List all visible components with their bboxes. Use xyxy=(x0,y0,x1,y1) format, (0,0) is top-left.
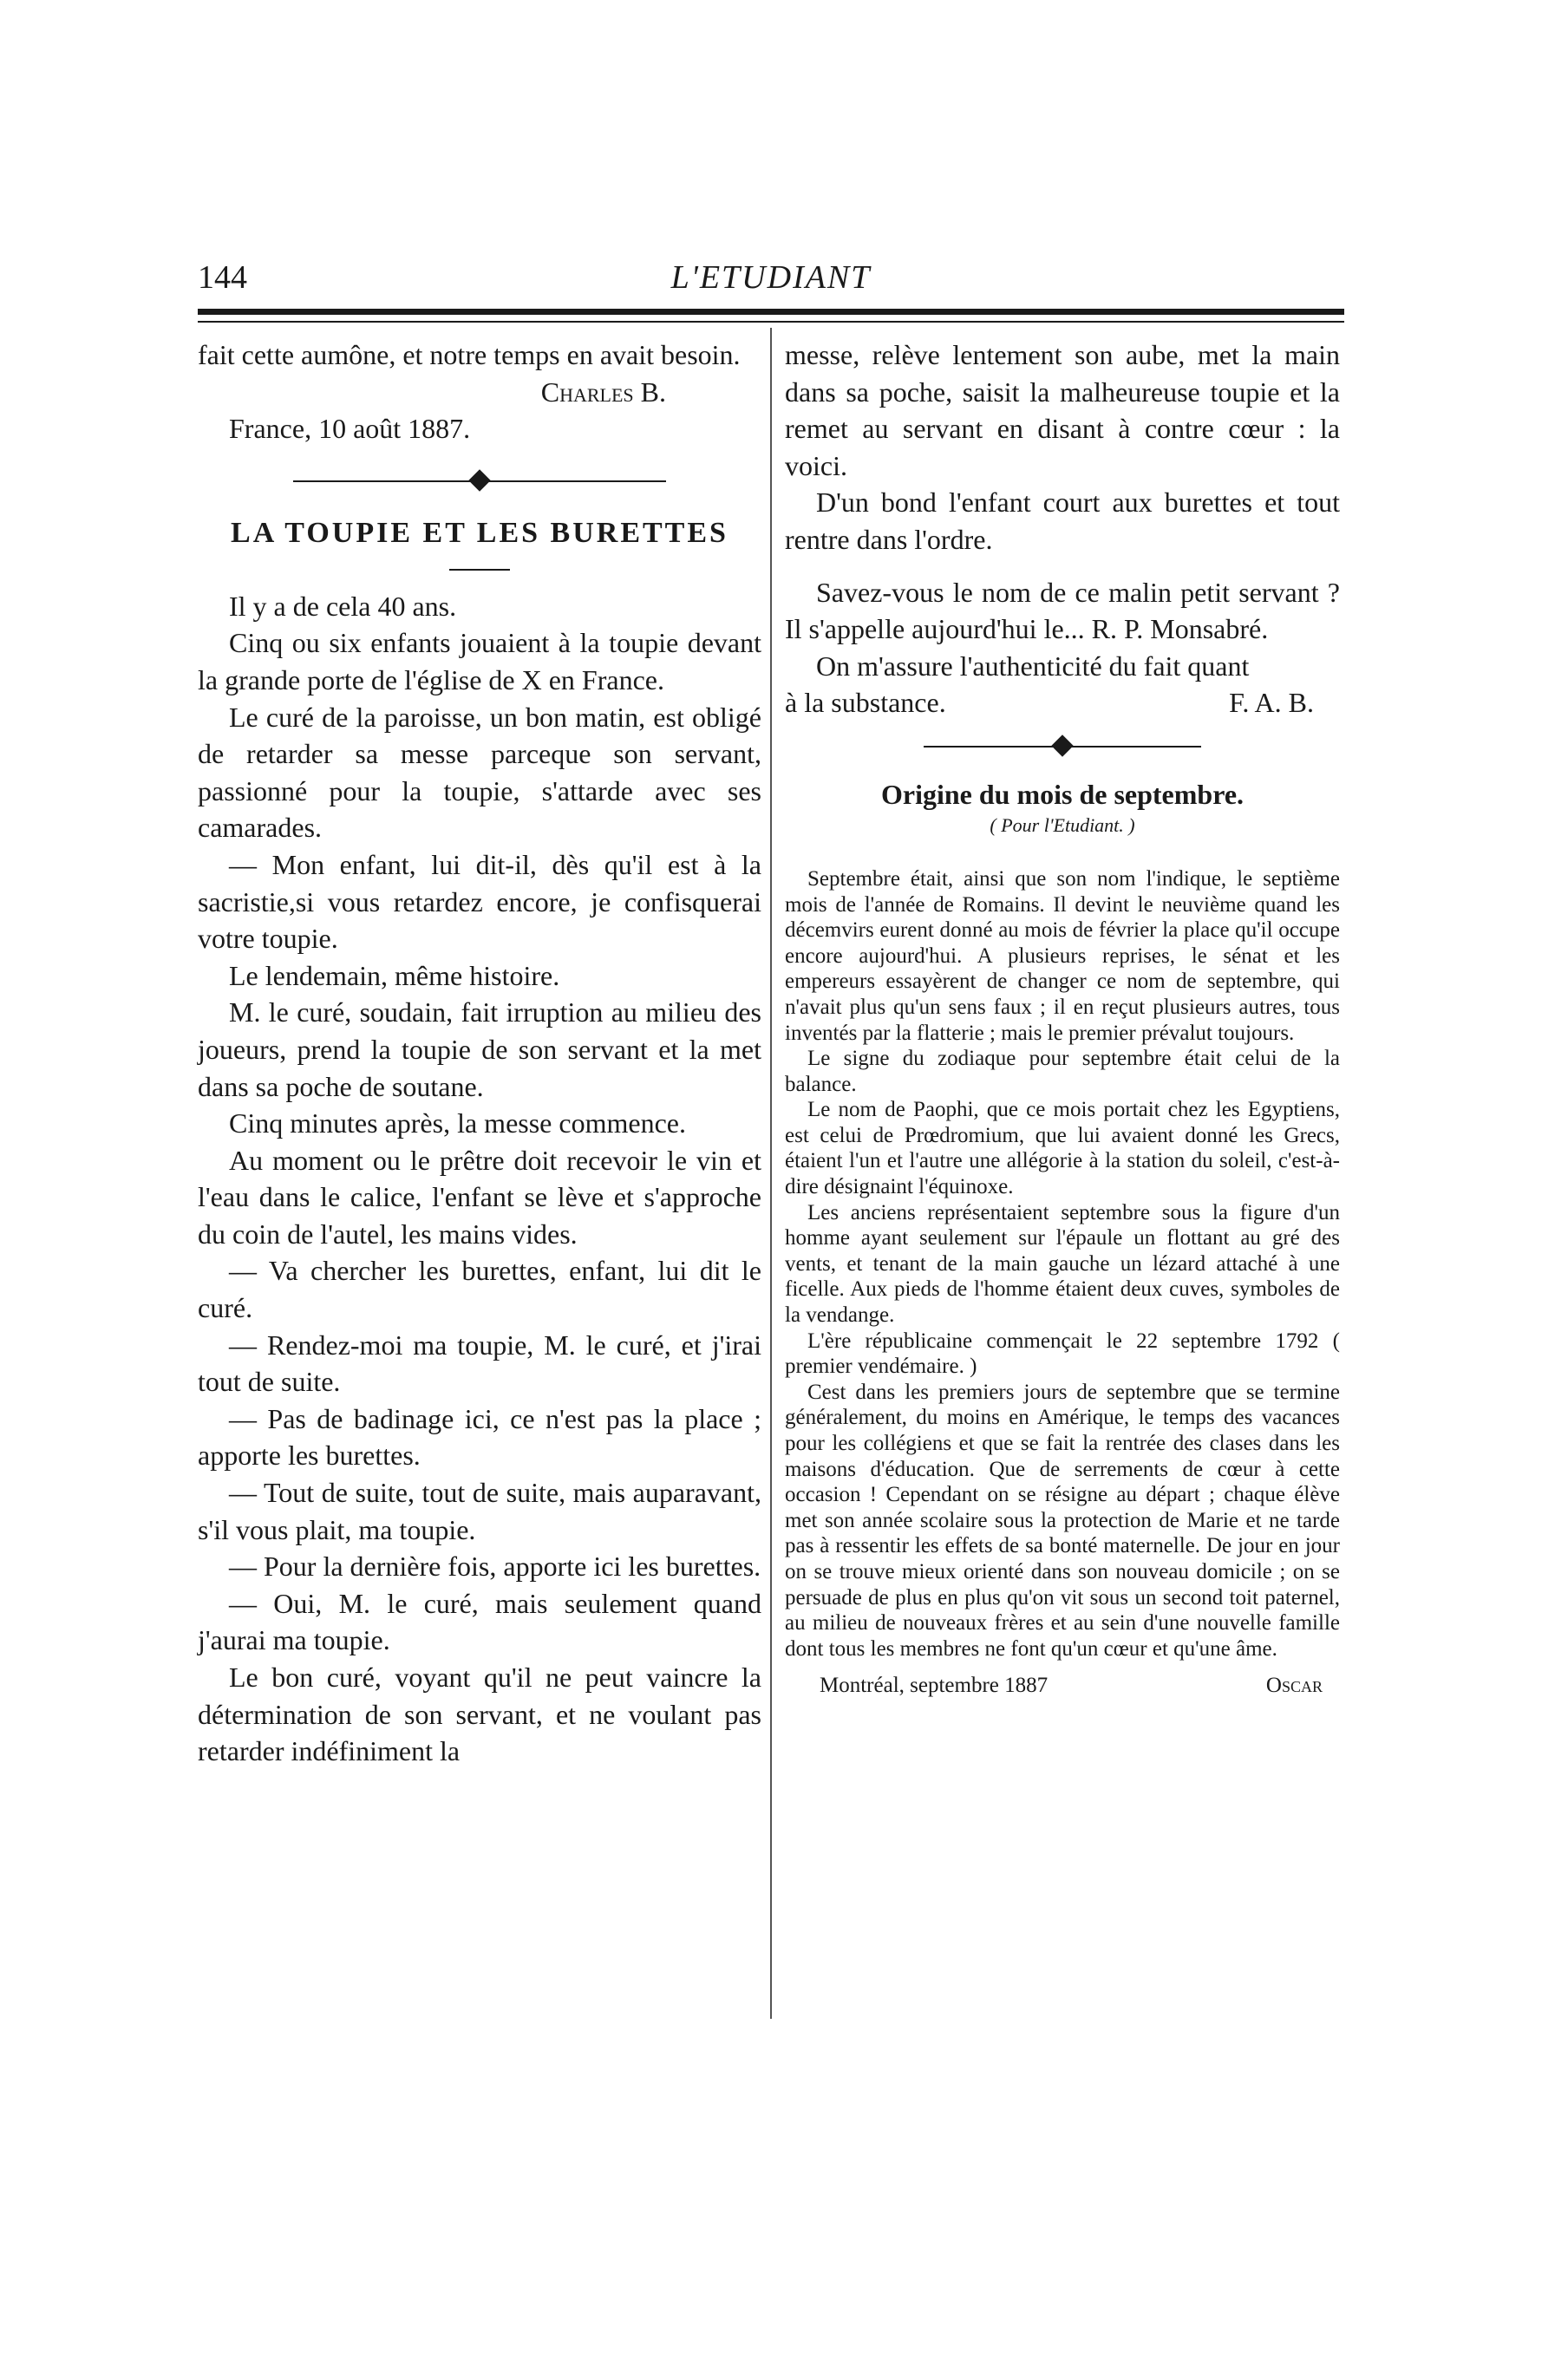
article-paragraph: — Va chercher les burettes, enfant, lui dit le curé. xyxy=(198,1255,761,1324)
column-divider xyxy=(770,328,772,2019)
article-paragraph: — Tout de suite, tout de suite, mais auparavant, s'il vous plait, ma toupie. xyxy=(198,1477,761,1545)
article2-paragraph: Cest dans les premiers jours de septembre que se termine généralement, du moins en Amérique, le temps des vacances pour les collégiens et que se fait la rentrée des clases dans les maisons d'éducation. Que de serrements de cœur à cette occasion ! Cependant on se résigne au départ ; chaque élève met son année scolaire sous la protection de Marie et ne tarde pas à ressentir les effets de sa bonté maternelle. De jour en jour on se trouve mieux orienté dans son nouveau domicile ; on se persuade de plus en plus qu'on vit sous un second toit paternel, au milieu de nouveaux frères et au sein d'une nouvelle famille dont tous les membres ne font qu'un cœur et qu'une âme. xyxy=(785,1380,1340,1661)
story-last-line: à la substance. xyxy=(785,687,946,719)
journal-title: L'ETUDIANT xyxy=(670,259,872,296)
article-paragraph: Il y a de cela 40 ans. xyxy=(229,590,457,622)
ornament-diamond xyxy=(1051,735,1073,756)
right-column xyxy=(785,336,1340,1698)
article2-paragraph: Les anciens représentaient septembre sous la figure d'un homme ayant seulement sur l'épaule un flottant au gré des vents, et tenant de la main gauche un lézard attaché à une ficelle. Aux pieds de l'homme étaient deux cuves, symboles de la vendange. xyxy=(785,1200,1340,1328)
header-rule-thin xyxy=(198,321,1344,323)
article-paragraph: — Rendez-moi ma toupie, M. le curé, et j'irai tout de suite. xyxy=(198,1329,761,1398)
article-paragraph: Cinq minutes après, la messe commence. xyxy=(229,1107,686,1139)
article-paragraph: — Mon enfant, lui dit-il, dès qu'il est à la sacristie,si vous retardez encore, je confisquerai votre toupie. xyxy=(198,848,761,955)
article2-body xyxy=(785,866,1340,1662)
article2-paragraph: Le nom de Paophi, que ce mois portait chez les Egyptiens, est celui de Prœdromium, que lui avaient donné les Grecs, étaient l'un et l'autre une allégorie à la station du soleil, c'est-à-dire désignaint l'équinoxe. xyxy=(785,1098,1340,1199)
story-paragraph: On m'assure l'authenticité du fait quant xyxy=(816,650,1250,682)
header-rule-thick xyxy=(198,309,1344,315)
story-paragraph: Savez-vous le nom de ce malin petit servant ? Il s'appelle aujourd'hui le... R. P. Monsabré. xyxy=(785,576,1340,645)
article2-title: Origine du mois de septembre. xyxy=(880,778,1245,810)
article2-paragraph: Le signe du zodiaque pour septembre était celui de la balance. xyxy=(785,1047,1340,1096)
page-header xyxy=(198,258,1344,302)
article2-paragraph: Septembre était, ainsi que son nom l'indique, le septième mois de l'année de Romains. Il devint le neuvième quand les décemvirs eurent donné au mois de février la place qu'il occupe encore aujourd'hui. A plusieurs reprises, le sénat et les empereurs essayèrent de changer ce nom de septembre, qui n'avait plus qu'un sens faux ; il en reçut plusieurs autres, tous inventés par la flatterie ; mais le premier prévalut toujours. xyxy=(785,866,1340,1045)
article-paragraph: Le lendemain, même histoire. xyxy=(229,959,560,991)
article-title: LA TOUPIE ET LES BURETTES xyxy=(231,516,728,549)
left-column xyxy=(198,336,761,1770)
story-signature-line xyxy=(785,684,1340,721)
story-paragraph: D'un bond l'enfant court aux burettes et tout rentre dans l'ordre. xyxy=(785,486,1340,555)
ornament-diamond xyxy=(468,469,490,491)
closing-dateline: Montréal, septembre 1887 xyxy=(820,1674,1049,1698)
closing-signature: Oscar xyxy=(1265,1674,1323,1698)
page-number: 144 xyxy=(198,259,247,296)
article2-closing xyxy=(785,1674,1340,1698)
article-paragraph: Le curé de la paroisse, un bon matin, est obligé de retarder sa messe parceque son servant, passionné pour la toupie, s'attarde avec ses camarades. xyxy=(198,701,761,844)
ornament-divider xyxy=(198,463,761,498)
story-signature: F. A. B. xyxy=(1229,687,1314,719)
intro-signature: Charles B. xyxy=(540,375,666,408)
article-paragraph: Au moment ou le prêtre doit recevoir le vin et l'eau dans le calice, l'enfant se lève et s'approche du coin de l'autel, les mains vides. xyxy=(198,1144,761,1250)
article2-subtitle: ( Pour l'Etudiant. ) xyxy=(990,813,1135,836)
title-short-rule xyxy=(449,569,510,571)
continued-paragraph: messe, relève lentement son aube, met la main dans sa poche, saisit la malheureuse toupie et la remet au servant en disant à contre cœur : la voici. xyxy=(785,339,1340,481)
intro-paragraph: fait cette aumône, et notre temps en avait besoin. xyxy=(198,339,741,370)
article-paragraph: — Oui, M. le curé, mais seulement quand j'aurai ma toupie. xyxy=(198,1587,761,1656)
article-paragraph: Le bon curé, voyant qu'il ne peut vaincre la détermination de son servant, et ne voulant pas retarder indéfiniment la xyxy=(198,1662,761,1767)
article-paragraph: — Pour la dernière fois, apporte ici les burettes. xyxy=(229,1551,761,1583)
article2-paragraph: L'ère républicaine commençait le 22 septembre 1792 ( premier vendémaire. ) xyxy=(785,1329,1340,1379)
intro-dateline: France, 10 août 1887. xyxy=(229,413,471,445)
article-body xyxy=(198,588,761,1770)
ornament-divider xyxy=(785,728,1340,763)
article-paragraph: Cinq ou six enfants jouaient à la toupie devant la grande porte de l'église de X en France. xyxy=(198,627,761,695)
article-paragraph: — Pas de badinage ici, ce n'est pas la place ; apporte les burettes. xyxy=(198,1402,761,1472)
article-paragraph: M. le curé, soudain, fait irruption au milieu des joueurs, prend la toupie de son servant et la met dans sa poche de soutane. xyxy=(198,996,761,1102)
